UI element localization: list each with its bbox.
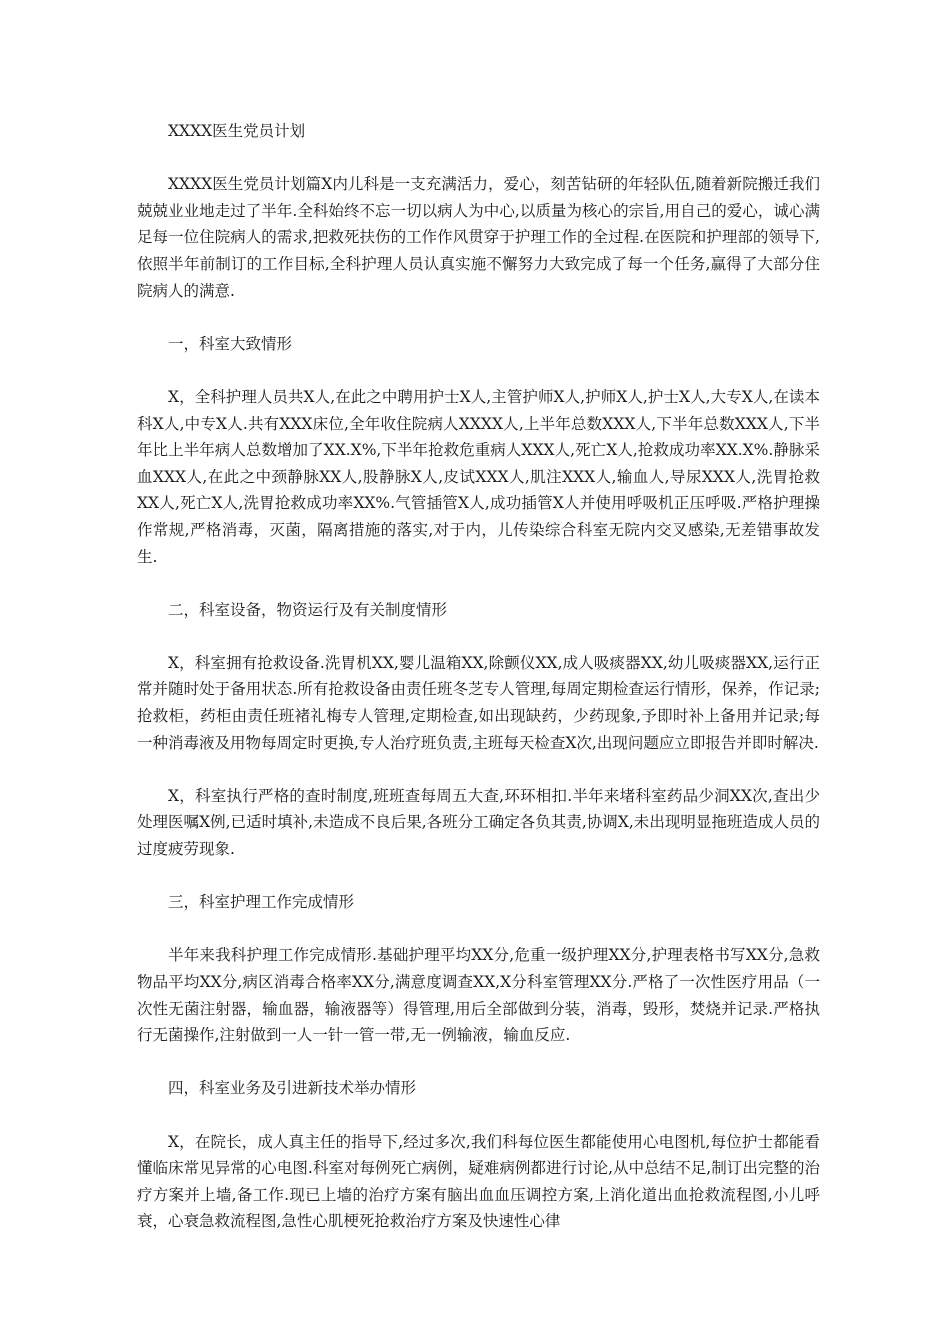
section-2-paragraph-1: X，科室拥有抢救设备.洗胃机XX,婴儿温箱XX,除颤仪XX,成人吸痰器XX,幼儿吸痰器XX,运行正常并随时处于备用状态.所有抢救设备由责任班冬芝专人管理,每周定期检查运行情形，保养，作记录;抢救柜，药柜由责任班褚礼梅专人管理,定期检查,如出现缺药，少药现象,予即时补上备用并记录;每一种消毒液及用物每周定时更换,专人治疗班负责,主班每天检查X次,出现问题应立即报告并即时解决. <box>137 653 820 752</box>
section-2-paragraph-2: X，科室执行严格的查时制度,班班查每周五大查,环环相扣.半年来堵科室药品少洞XX次,查出少处理医嘱X例,已适时填补,未造成不良后果,各班分工确定各负其责,协调X,未出现明显拖班造成人员的过度疲劳现象. <box>137 786 820 859</box>
section-heading-4: 四，科室业务及引进新技术举办情形 <box>168 1079 417 1098</box>
section-heading-1: 一，科室大致情形 <box>168 334 293 353</box>
section-1-paragraph: X，全科护理人员共X人,在此之中聘用护士X人,主管护师X人,护师X人,护士X人,大专X人,在读本科X人,中专X人.共有XXX床位,全年收住院病人XXXX人,上半年总数XXX人,下半年总数XXX人,下半年比上半年病人总数增加了XX.X%,下半年抢救危重病人XXX人,死亡X人,抢救成功率XX.X%.静脉采血XXX人,在此之中颈静脉XX人,股静脉X人,皮试XXX人,肌注XXX人,输血人,导尿XXX人,洗胃抢救XX人,死亡X人,洗胃抢救成功率XX%.气管插管X人,成功插管X人并使用呼吸机正压呼吸.严格护理操作常规,严格消毒，灭菌，隔离措施的落实,对于内，儿传染综合科室无院内交叉感染,无差错事故发生. <box>137 387 820 566</box>
document-title: XXXX医生党员计划 <box>168 122 306 140</box>
section-4-paragraph: X，在院长，成人真主任的指导下,经过多次,我们科每位医生都能使用心电图机,每位护士都能看懂临床常见异常的心电图.科室对每例死亡病例，疑难病例都进行讨论,从中总结不足,制订出完整的治疗方案并上墙,备工作.现已上墙的治疗方案有脑出血血压调控方案,上消化道出血抢救流程图,小儿呼衰，心衰急救流程图,急性心肌梗死抢救治疗方案及快速性心律 <box>137 1132 820 1231</box>
section-heading-3: 三，科室护理工作完成情形 <box>168 893 355 912</box>
section-3-paragraph: 半年来我科护理工作完成情形.基础护理平均XX分,危重一级护理XX分,护理表格书写XX分,急救物品平均XX分,病区消毒合格率XX分,满意度调查XX,X分科室管理XX分.严格了一次性医疗用品（一次性无菌注射器，输血器，输液器等）得管理,用后全部做到分装，消毒，毁形，焚烧并记录.严格执行无菌操作,注射做到一人一针一管一带,无一例输液，输血反应. <box>137 946 820 1045</box>
section-heading-2: 二，科室设备，物资运行及有关制度情形 <box>168 600 448 619</box>
intro-paragraph: XXXX医生党员计划篇X内儿科是一支充满活力，爱心，刻苦钻研的年轻队伍,随着新院搬迁我们兢兢业业地走过了半年.全科始终不忘一切以病人为中心,以质量为核心的宗旨,用自己的爱心，诚心满足每一位住院病人的需求,把救死扶伤的工作作风贯穿于护理工作的全过程.在医院和护理部的领导下,依照半年前制订的工作目标,全科护理人员认真实施不懈努力大致完成了每一个任务,赢得了大部分住院病人的满意. <box>137 175 820 300</box>
